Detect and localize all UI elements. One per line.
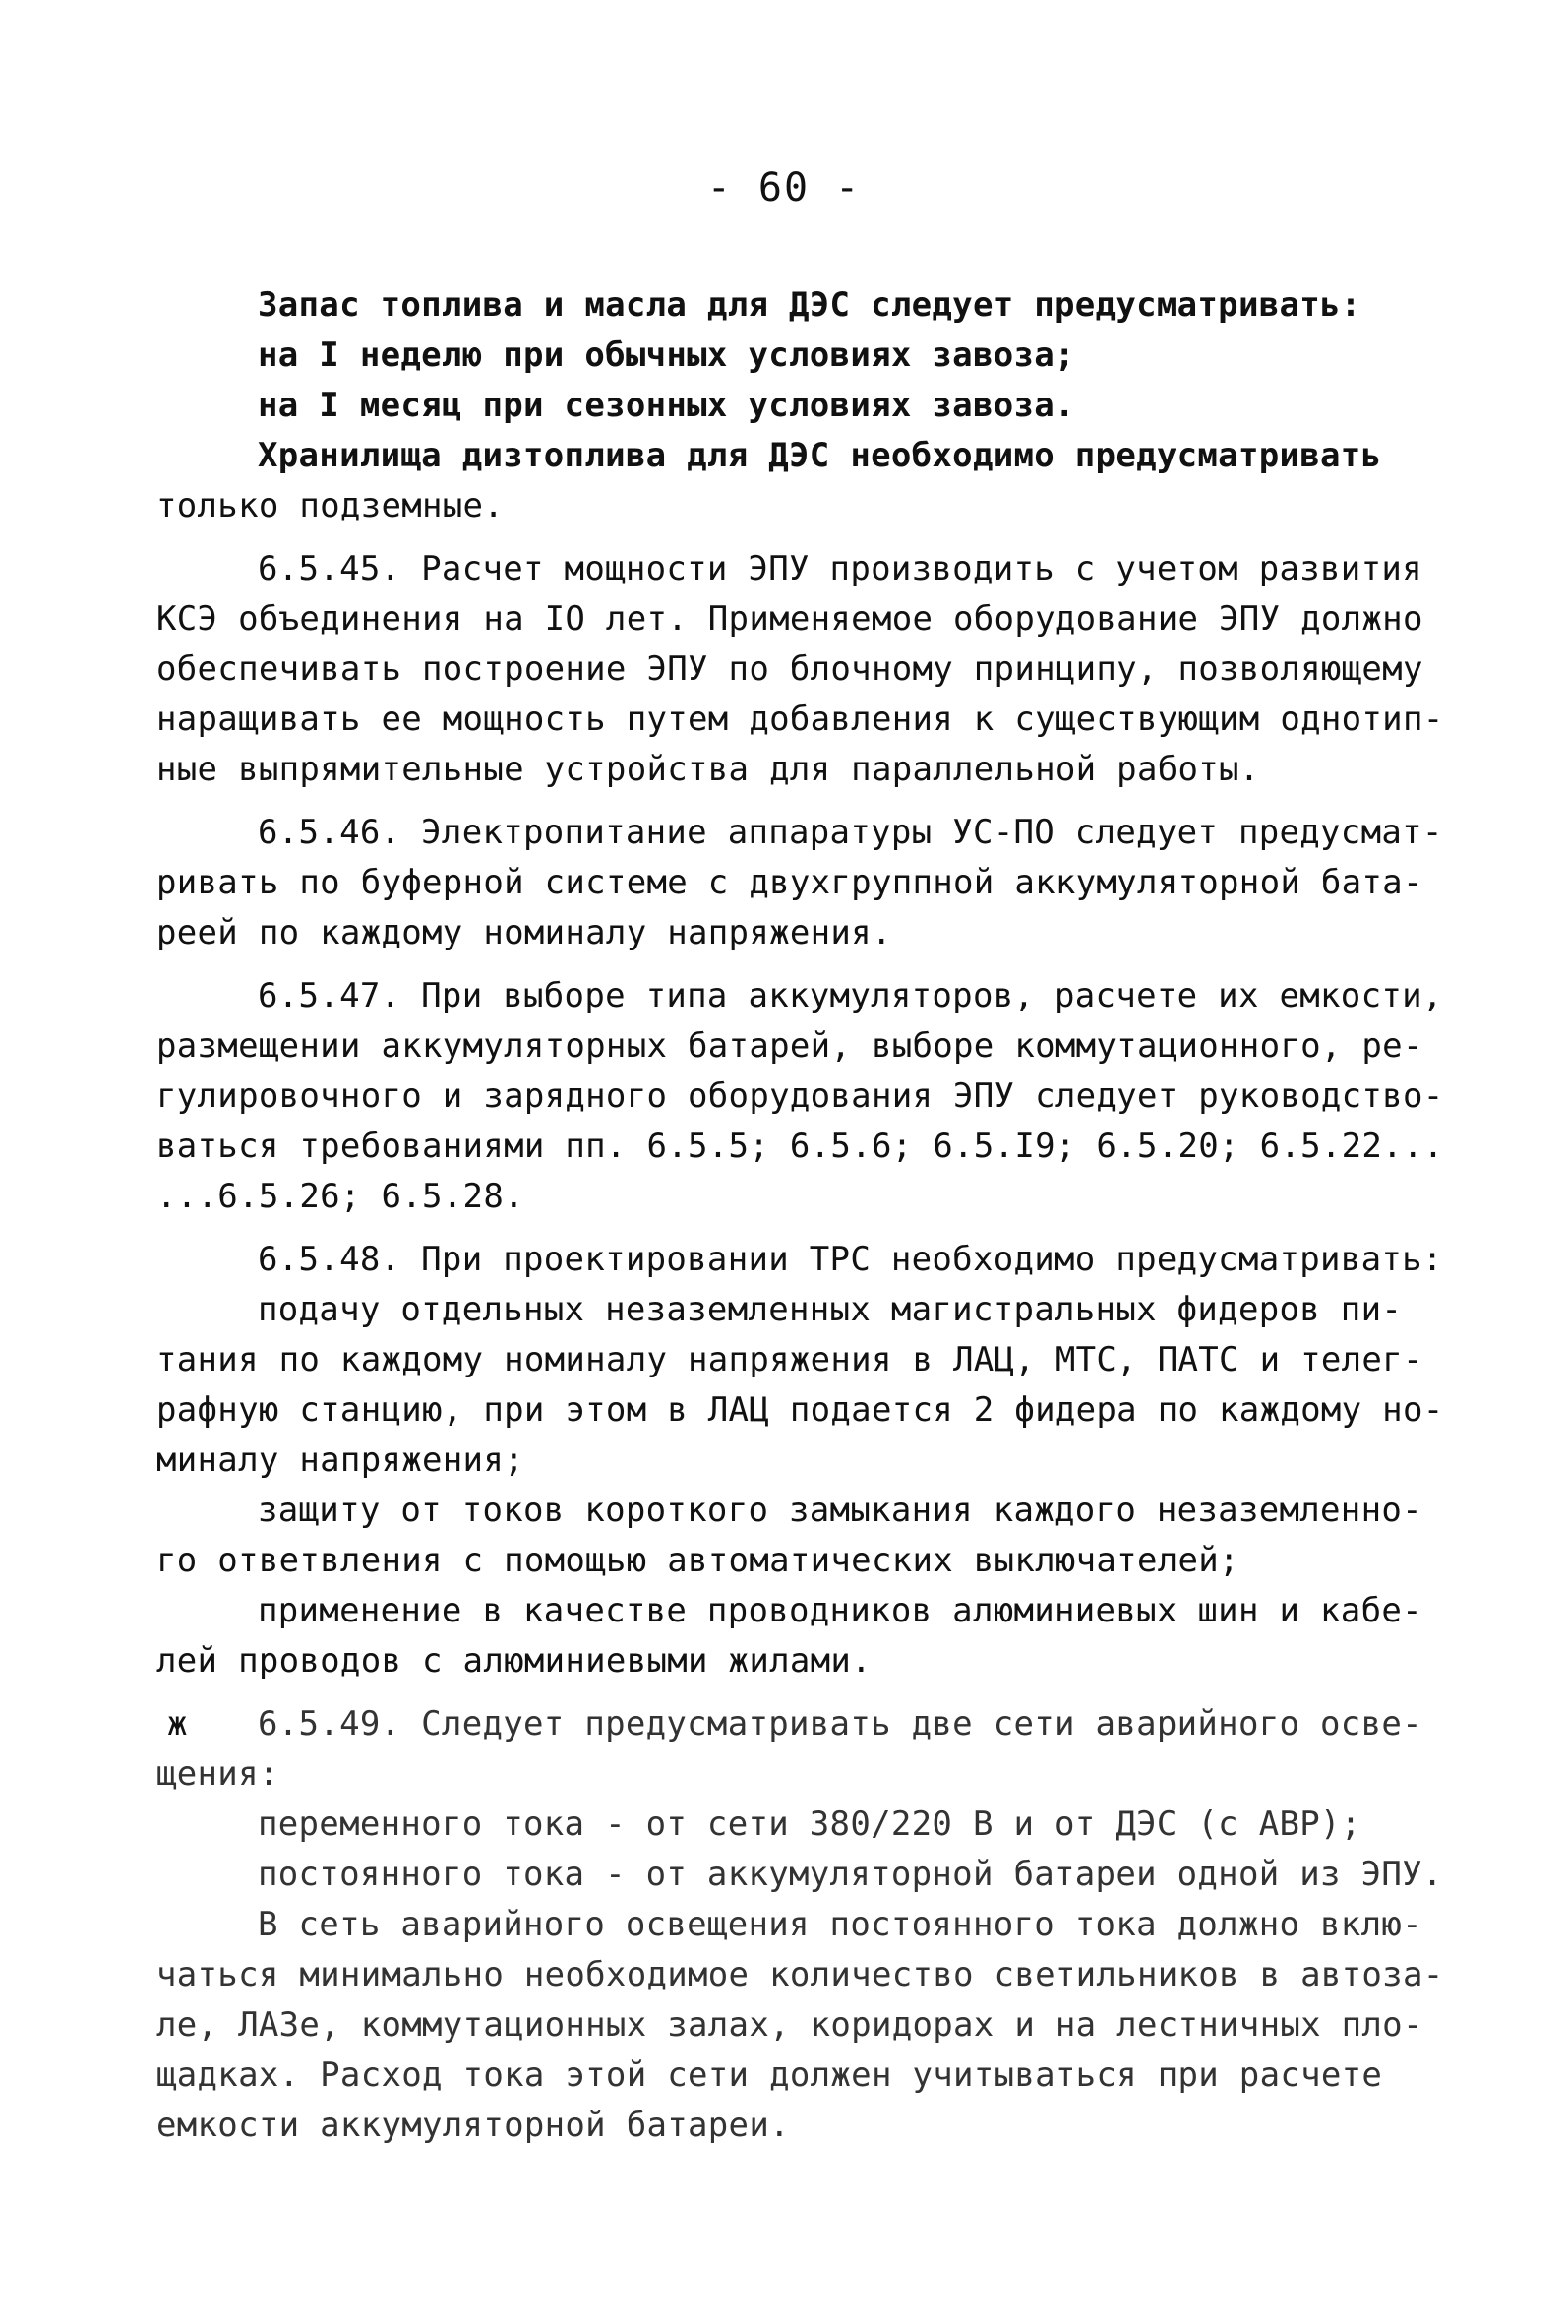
text-line: обеспечивать построение ЭПУ по блочному принципу, позволяющему bbox=[156, 649, 1423, 689]
text-line: на I неделю при обычных условиях завоза; bbox=[258, 336, 1075, 375]
text-line: лей проводов с алюминиевыми жилами. bbox=[156, 1641, 872, 1681]
margin-mark: ж bbox=[167, 1704, 188, 1743]
text-line: ривать по буферной системе с двухгруппной аккумуляторной бата- bbox=[156, 863, 1423, 902]
text-line: тания по каждому номиналу напряжения в ЛАЦ, МТС, ПАТС и телег- bbox=[156, 1340, 1423, 1379]
text-line: чаться минимально необходимое количество светильников в автоза- bbox=[156, 1955, 1444, 1994]
text-line: Хранилища дизтоплива для ДЭС необходимо предусматривать bbox=[258, 436, 1382, 475]
text-line: щения: bbox=[156, 1754, 279, 1794]
text-line: подачу отдельных незаземленных магистральных фидеров пи- bbox=[258, 1290, 1403, 1329]
text-line: миналу напряжения; bbox=[156, 1440, 524, 1480]
text-line: переменного тока - от сети 380/220 В и от ДЭС (с АВР); bbox=[258, 1804, 1361, 1844]
text-line: Запас топлива и масла для ДЭС следует предусматривать: bbox=[258, 285, 1361, 325]
text-line: только подземные. bbox=[156, 486, 505, 525]
text-line: реей по каждому номиналу напряжения. bbox=[156, 913, 892, 952]
text-line: наращивать ее мощность путем добавления к существующим однотип- bbox=[156, 700, 1444, 739]
text-line: гулировочного и зарядного оборудования ЭПУ следует руководство- bbox=[156, 1076, 1444, 1116]
text-line: ...6.5.26; 6.5.28. bbox=[156, 1177, 524, 1216]
text-line: постоянного тока - от аккумуляторной батареи одной из ЭПУ. bbox=[258, 1855, 1443, 1894]
text-line: на I месяц при сезонных условиях завоза. bbox=[258, 386, 1075, 425]
text-line: защиту от токов короткого замыкания каждого незаземленно- bbox=[258, 1491, 1422, 1530]
paragraph-start: 6.5.48. При проектировании ТРС необходимо предусматривать: bbox=[258, 1240, 1443, 1279]
paragraph-start: 6.5.49. Следует предусматривать две сети аварийного осве- bbox=[258, 1704, 1422, 1743]
text-line: щадках. Расход тока этой сети должен учитываться при расчете bbox=[156, 2055, 1383, 2095]
text-line: КСЭ объединения на IO лет. Применяемое оборудование ЭПУ должно bbox=[156, 599, 1423, 639]
page-number: - 60 - bbox=[706, 165, 862, 211]
text-line: рафную станцию, при этом в ЛАЦ подается 2 фидера по каждому но- bbox=[156, 1390, 1444, 1430]
text-line: применение в качестве проводников алюминиевых шин и кабе- bbox=[258, 1591, 1422, 1630]
paragraph-start: 6.5.45. Расчет мощности ЭПУ производить с учетом развития bbox=[258, 549, 1422, 588]
text-line: размещении аккумуляторных батарей, выборе коммутационного, ре- bbox=[156, 1026, 1423, 1066]
text-line: ные выпрямительные устройства для параллельной работы. bbox=[156, 750, 1260, 789]
text-line: ваться требованиями пп. 6.5.5; 6.5.6; 6.5.I9; 6.5.20; 6.5.22... bbox=[156, 1127, 1444, 1166]
paragraph-start: 6.5.47. При выборе типа аккумуляторов, расчете их емкости, bbox=[258, 976, 1443, 1015]
text-line: ле, ЛАЗе, коммутационных залах, коридорах и на лестничных пло- bbox=[156, 2005, 1423, 2045]
text-line: емкости аккумуляторной батареи. bbox=[156, 2106, 790, 2145]
paragraph-start: 6.5.46. Электропитание аппаратуры УС-ПО следует предусмат- bbox=[258, 813, 1443, 852]
text-line: го ответвления с помощью автоматических выключателей; bbox=[156, 1541, 1239, 1580]
text-line: В сеть аварийного освещения постоянного тока должно вклю- bbox=[258, 1905, 1422, 1944]
